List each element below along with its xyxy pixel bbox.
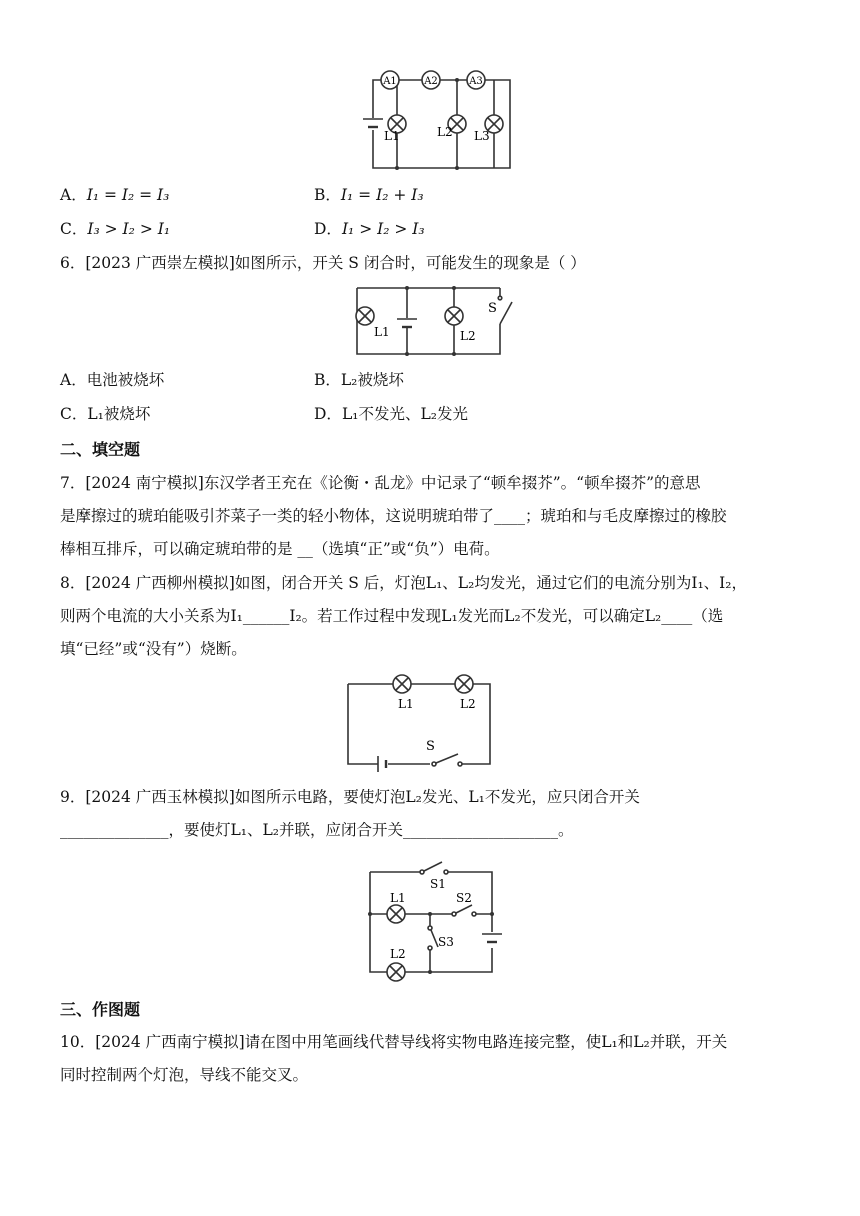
ammeter-a2	[422, 71, 440, 89]
lamp-l1	[393, 675, 411, 693]
battery-symbol	[482, 934, 502, 942]
svg-text:A2: A2	[424, 76, 438, 87]
svg-text:L1: L1	[390, 891, 406, 905]
switch-s3	[428, 926, 438, 950]
lamp-l2	[455, 675, 473, 693]
svg-text:L2: L2	[390, 947, 406, 961]
q9-circuit-diagram	[362, 852, 512, 982]
ammeter-a3	[467, 71, 485, 89]
q6-circuit-diagram	[352, 282, 522, 362]
q6-option-b: B．L₂被烧坏	[314, 371, 404, 389]
lamp-l2	[387, 963, 405, 981]
q5-circuit-diagram	[360, 66, 520, 176]
svg-text:L1: L1	[374, 325, 390, 339]
lamp-l1	[387, 905, 405, 923]
q6-option-d: D．L₁不发光、L₂发光	[314, 405, 468, 423]
q10-line1: 10．[2024 广西南宁模拟]请在图中用笔画线代替导线将实物电路连接完整，使L₁和L₂并联，开关	[60, 1033, 728, 1051]
q7-line2: 是摩擦过的琥珀能吸引芥菜子一类的轻小物体，这说明琥珀带了____；琥珀和与毛皮摩擦过的橡胶	[60, 507, 727, 525]
q8-circuit-diagram	[342, 672, 502, 772]
switch-s1	[420, 862, 448, 874]
section-heading-fill-in: 二、填空题	[60, 440, 141, 459]
svg-text:L2: L2	[460, 329, 476, 343]
svg-text:S3: S3	[438, 935, 454, 949]
ammeter-a1	[381, 71, 399, 89]
svg-text:L3: L3	[474, 129, 490, 143]
svg-text:S2: S2	[456, 891, 472, 905]
q7-line1: 7．[2024 南宁模拟]东汉学者王充在《论衡・乱龙》中记录了“顿牟掇芥”。“顿牟掇芥”的意思	[60, 474, 701, 492]
svg-text:L2: L2	[437, 125, 453, 139]
battery-symbol	[378, 756, 386, 772]
section-heading-drawing: 三、作图题	[60, 1000, 141, 1019]
svg-text:A1: A1	[383, 76, 397, 87]
q9-line2: ______________，要使灯L₁、L₂并联，应闭合开关____________________。	[60, 821, 574, 839]
q5-option-d: D．I₁ > I₂ > I₃	[314, 220, 425, 238]
battery-symbol	[363, 118, 383, 130]
switch-s	[498, 288, 512, 324]
svg-text:S: S	[488, 301, 497, 316]
q5-option-c: C．I₃ > I₂ > I₁	[60, 220, 171, 238]
q6-option-a: A．电池被烧坏	[60, 371, 165, 389]
q8-line1: 8．[2024 广西柳州模拟]如图，闭合开关 S 后，灯泡L₁、L₂均发光，通过它们的电流分别为I₁、I₂，	[60, 574, 747, 592]
svg-text:L2: L2	[460, 697, 476, 711]
q8-line2: 则两个电流的大小关系为I₁______I₂。若工作过程中发现L₁发光而L₂不发光，可以确定L₂____（选	[60, 607, 724, 625]
svg-text:S: S	[426, 739, 435, 754]
q9-line1: 9．[2024 广西玉林模拟]如图所示电路，要使灯泡L₂发光、L₁不发光，应只闭合开关	[60, 788, 640, 806]
battery-symbol	[397, 318, 417, 328]
q10-line2: 同时控制两个灯泡，导线不能交叉。	[60, 1066, 309, 1084]
q5-option-b: B．I₁ = I₂ + I₃	[314, 186, 424, 204]
svg-text:A3: A3	[469, 76, 483, 87]
switch-s2	[452, 905, 476, 916]
svg-text:S1: S1	[430, 877, 446, 891]
lamp-l1	[356, 307, 374, 325]
q6-stem: 6．[2023 广西崇左模拟]如图所示，开关 S 闭合时，可能发生的现象是（ ）	[60, 254, 586, 272]
q6-option-c: C．L₁被烧坏	[60, 405, 151, 423]
lamp-l2	[445, 307, 463, 325]
q5-option-a: A．I₁ = I₂ = I₃	[60, 186, 170, 204]
switch-s	[432, 754, 462, 766]
q7-line3: 棒相互排斥，可以确定琥珀带的是 __（选填“正”或“负”）电荷。	[60, 540, 500, 558]
q8-line3: 填“已经”或“没有”）烧断。	[60, 640, 247, 658]
svg-text:L1: L1	[398, 697, 414, 711]
svg-text:L1: L1	[384, 129, 400, 143]
